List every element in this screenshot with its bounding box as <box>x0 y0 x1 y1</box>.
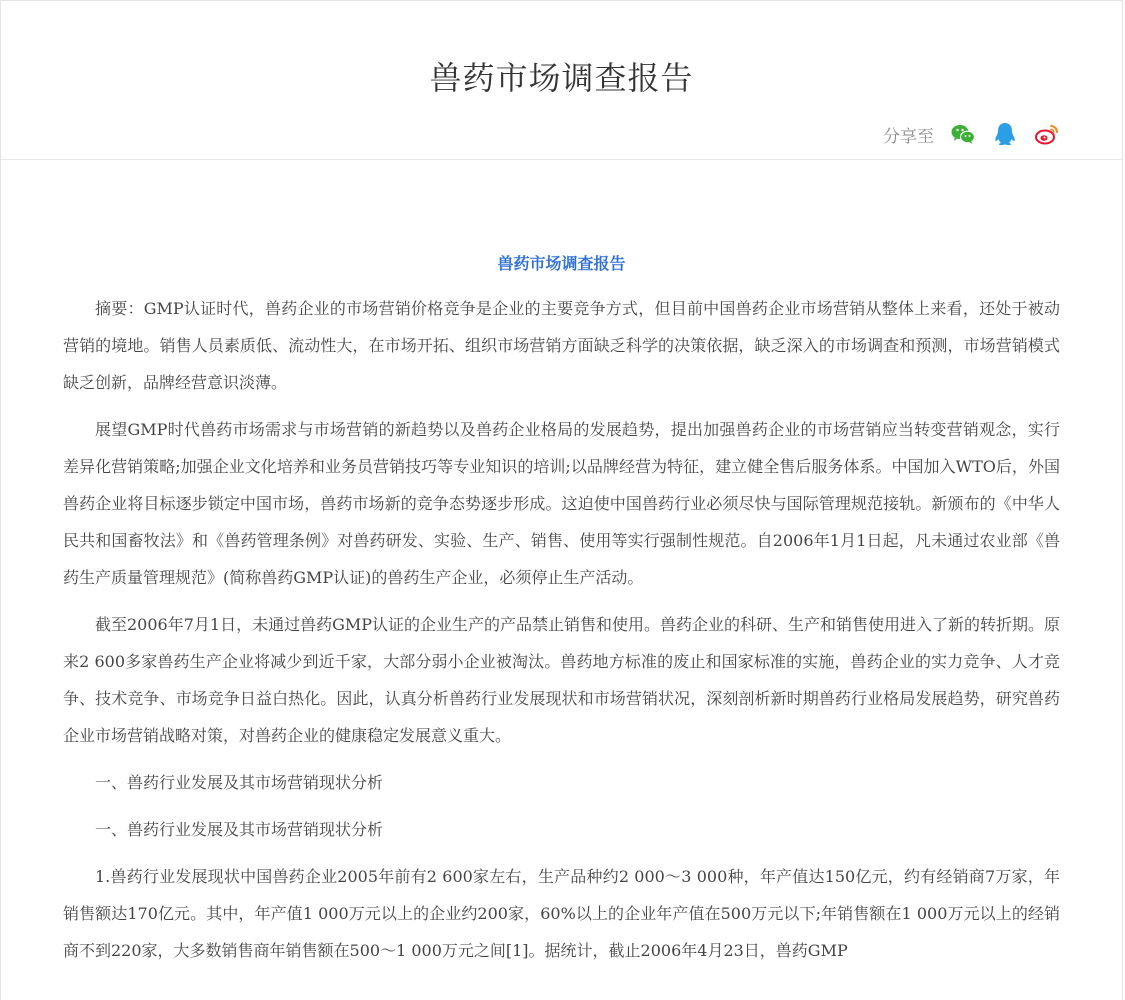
section-heading: 一、兽药行业发展及其市场营销现状分析 <box>95 773 384 792</box>
share-label: 分享至 <box>883 126 934 147</box>
article-paragraph: 1.兽药行业发展现状中国兽药企业2005年前有2 600家左右，生产品种约2 000～3 000种，年产值达150亿元，约有经销商7万家，年销售额达170亿元。其中，年产值1 000万元以上的企业约200家，60%以上的企业年产值在500万元以下;年销售额在1 000万元以上的经销商不到220家，大多数销售商年销售额在500～1 000万元之间[1]。据统计，截止2006年4月23日，兽药GMP <box>63 867 1060 960</box>
weibo-icon[interactable] <box>1034 121 1060 147</box>
article-content <box>63 251 1060 979</box>
share-bar <box>883 121 1060 147</box>
page-header <box>1 1 1122 160</box>
article-paragraph: 截至2006年7月1日，未通过兽药GMP认证的企业生产的产品禁止销售和使用。兽药企业的科研、生产和销售使用进入了新的转折期。原来2 600多家兽药生产企业将减少到近千家，大部分弱小企业被淘汰。兽药地方标准的废止和国家标准的实施，兽药企业的实力竞争、人才竞争、技术竞争、市场竞争日益白热化。因此，认真分析兽药行业发展现状和市场营销状况，深刻剖析新时期兽药行业格局发展趋势，研究兽药企业市场营销战略对策，对兽药企业的健康稳定发展意义重大。 <box>63 615 1061 745</box>
article-paragraph: 摘要：GMP认证时代，兽药企业的市场营销价格竞争是企业的主要竞争方式，但目前中国兽药企业市场营销从整体上来看，还处于被动营销的境地。销售人员素质低、流动性大，在市场开拓、组织市场营销方面缺乏科学的决策依据，缺乏深入的市场调查和预测，市场营销模式缺乏创新，品牌经营意识淡薄。 <box>63 299 1060 392</box>
qq-icon[interactable] <box>992 121 1018 147</box>
section-heading: 一、兽药行业发展及其市场营销现状分析 <box>95 820 384 839</box>
article-title: 兽药市场调查报告 <box>497 254 626 273</box>
page-title: 兽药市场调查报告 <box>429 59 694 97</box>
article-paragraph: 展望GMP时代兽药市场需求与市场营销的新趋势以及兽药企业格局的发展趋势，提出加强兽药企业的市场营销应当转变营销观念，实行差异化营销策略;加强企业文化培养和业务员营销技巧等专业知识的培训;以品牌经营为特征，建立健全售后服务体系。中国加入WTO后，外国兽药企业将目标逐步锁定中国市场，兽药市场新的竞争态势逐步形成。这迫使中国兽药行业必须尽快与国际管理规范接轨。新颁布的《中华人民共和国畜牧法》和《兽药管理条例》对兽药研发、实验、生产、销售、使用等实行强制性规范。自2006年1月1日起，凡未通过农业部《兽药生产质量管理规范》(简称兽药GMP认证)的兽药生产企业，必须停止生产活动。 <box>63 420 1060 587</box>
wechat-icon[interactable] <box>950 121 976 147</box>
